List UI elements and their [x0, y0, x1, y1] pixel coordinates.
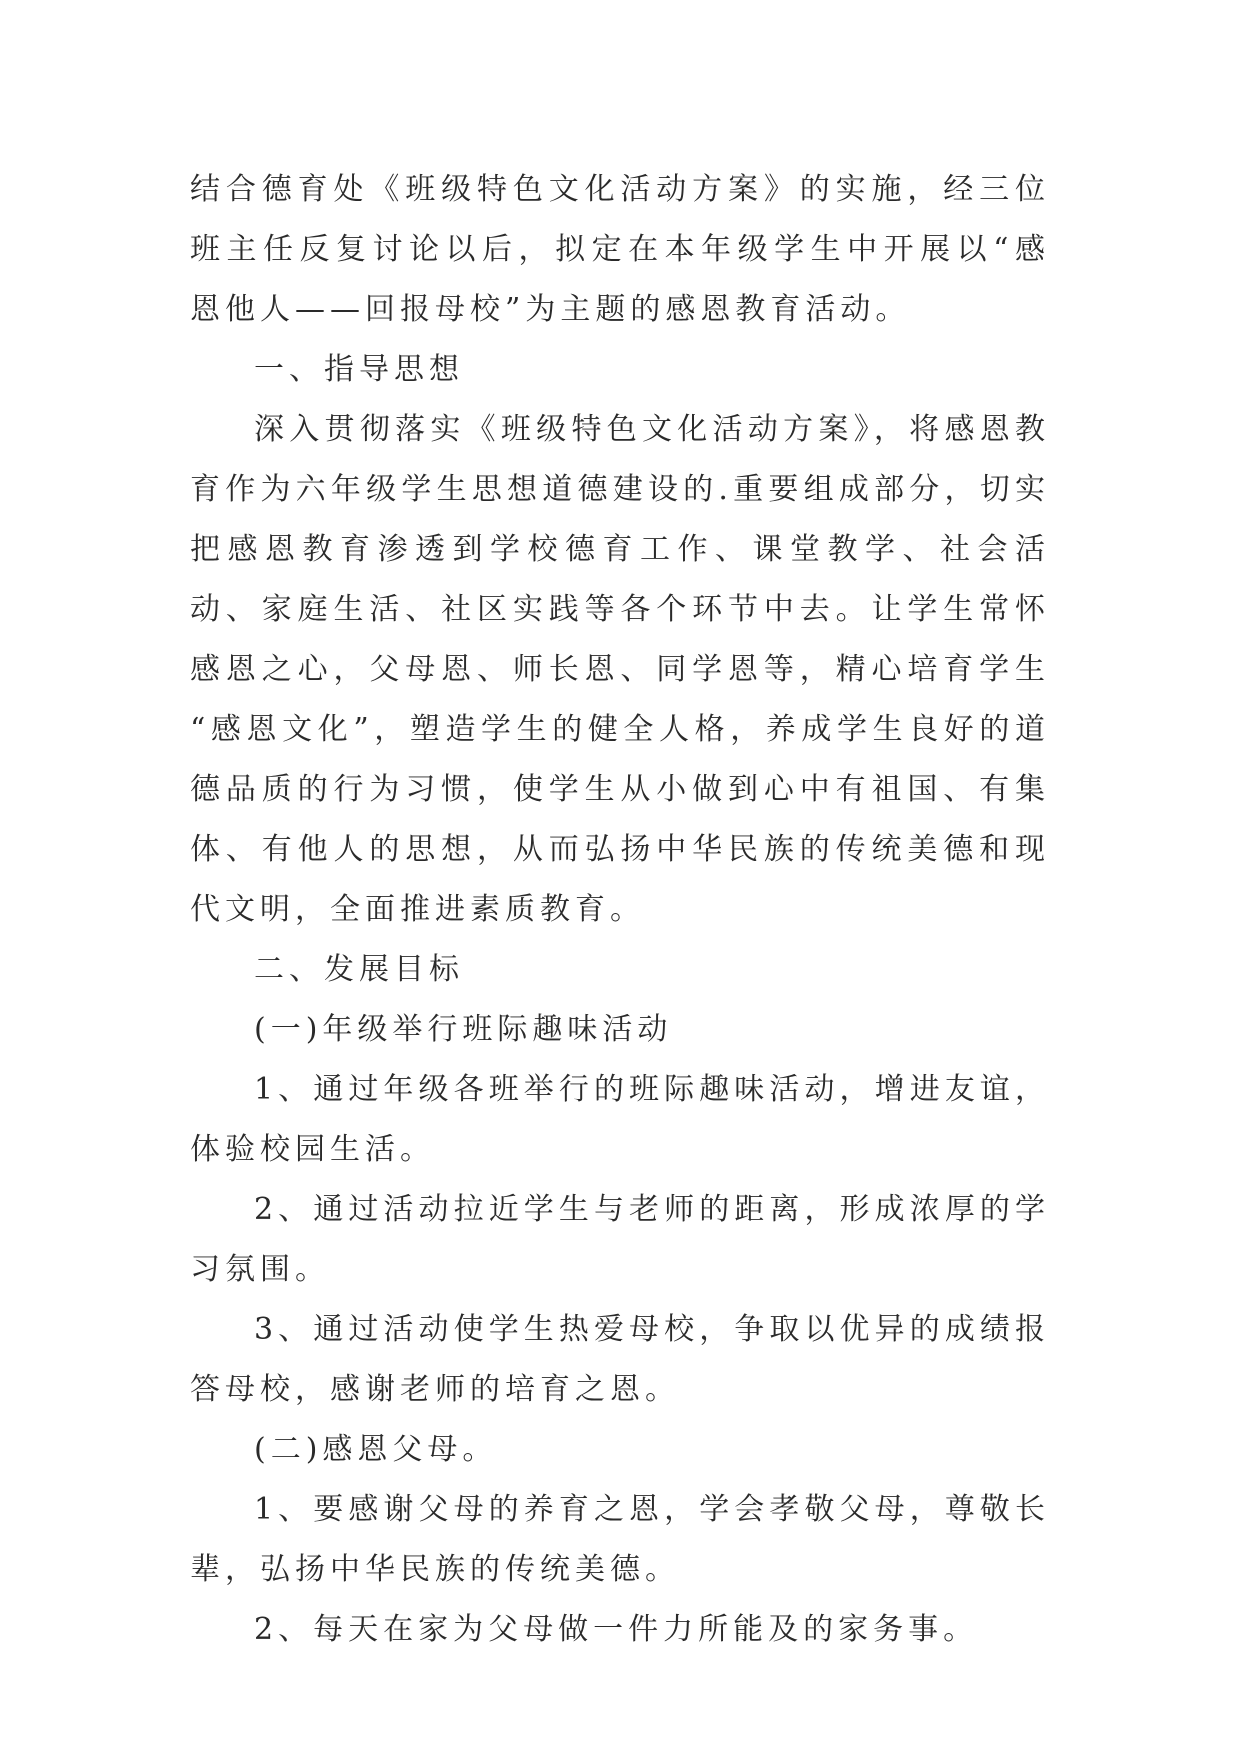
guiding-thought-paragraph: 深入贯彻落实《班级特色文化活动方案》，将感恩教育作为六年级学生思想道德建设的.重要组成部分，切实把感恩教育渗透到学校德育工作、课堂教学、社会活动、家庭生活、社区实践等各个环节中去。让学生常怀感恩之心，父母恩、师长恩、同学恩等，精心培育学生 “感恩文化”，塑造学生的健全人格，养成学生良好的道德品质的行为习惯，使学生从小做到心中有祖国、有集体、有他人的思想，从而弘扬中华民族的传统美德和现代文明，全面推进素质教育。 — [190, 412, 1050, 927]
section-heading-development-goals: 二、发展目标 — [254, 952, 464, 987]
intro-paragraph: 结合德育处《班级特色文化活动方案》的实施，经三位班主任反复讨论以后，拟定在本年级学生中开展以“感恩他人——回报母校”为主题的感恩教育活动。 — [190, 172, 1050, 327]
document-body — [190, 160, 1050, 1660]
subheading-thank-parents: (二)感恩父母。 — [254, 1432, 498, 1467]
section-heading-guiding-thought: 一、指导思想 — [254, 352, 464, 387]
list-item-parents-1: 1、要感谢父母的养育之恩，学会孝敬父母，尊敬长辈，弘扬中华民族的传统美德。 — [190, 1492, 1050, 1587]
list-item-parents-2: 2、每天在家为父母做一件力所能及的家务事。 — [254, 1612, 979, 1647]
list-item-goal-3: 3、通过活动使学生热爱母校，争取以优异的成绩报答母校，感谢老师的培育之恩。 — [190, 1312, 1050, 1407]
list-item-goal-2: 2、通过活动拉近学生与老师的距离，形成浓厚的学习氛围。 — [190, 1192, 1050, 1287]
subheading-class-activities: (一)年级举行班际趣味活动 — [254, 1012, 673, 1047]
list-item-goal-1: 1、通过年级各班举行的班际趣味活动，增进友谊，体验校园生活。 — [190, 1072, 1050, 1167]
